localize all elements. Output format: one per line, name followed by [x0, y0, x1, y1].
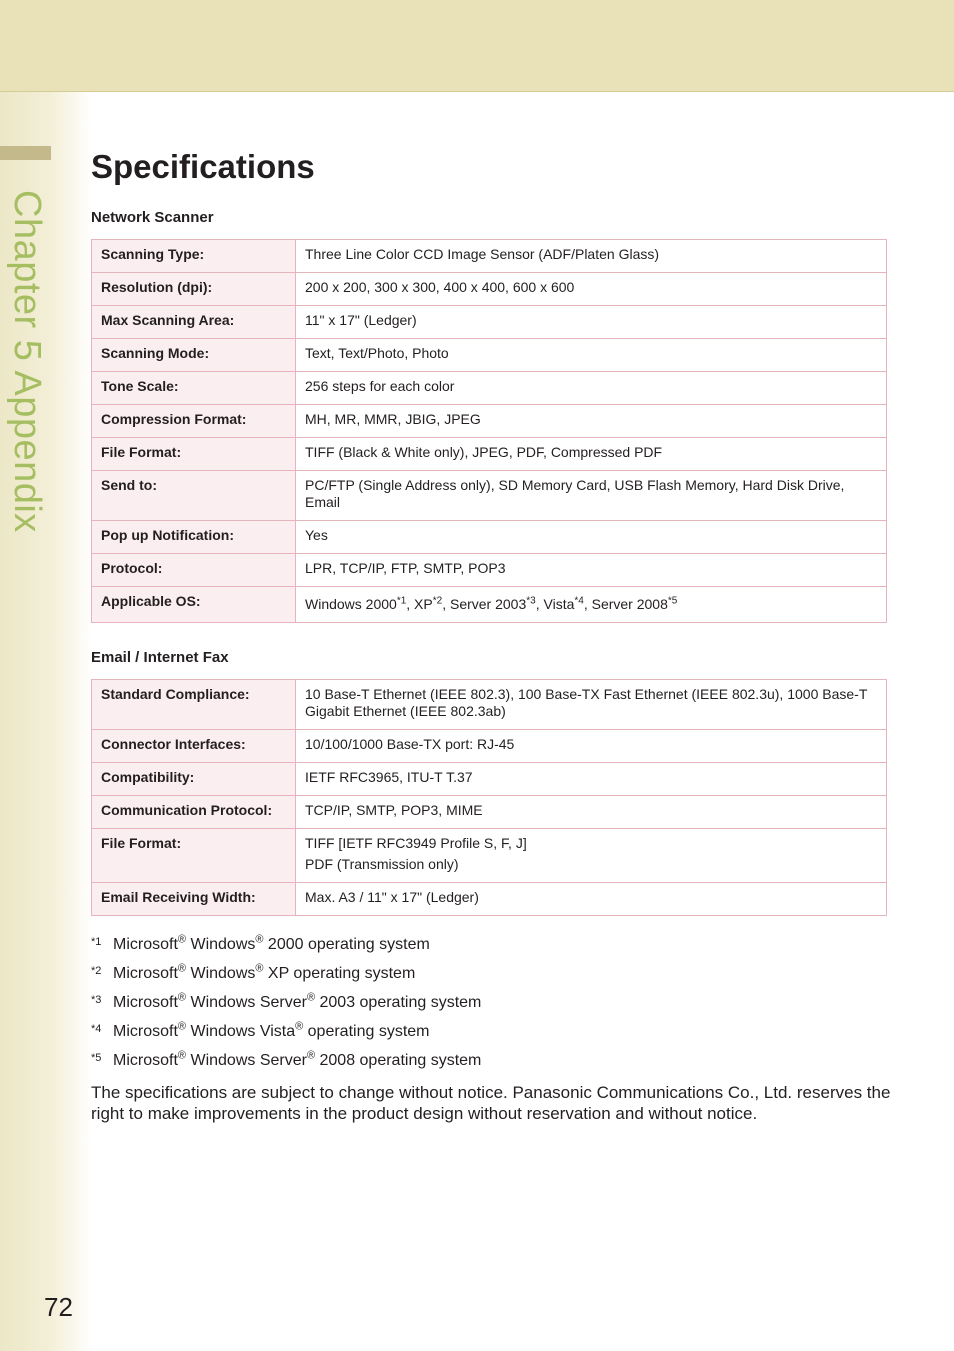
- spec-row: [92, 883, 887, 916]
- text-part: Windows Vista: [186, 1023, 296, 1040]
- superscript-mark: ®: [306, 991, 316, 1004]
- footnote-mark: *4: [91, 1023, 102, 1035]
- spec-label: Communication Protocol:: [92, 796, 296, 829]
- superscript-mark: *4: [574, 595, 584, 607]
- network-scanner-heading: Network Scanner: [91, 209, 214, 226]
- spec-value-line: TIFF [IETF RFC3949 Profile S, F, J]: [305, 835, 527, 851]
- footnote-text: [113, 964, 415, 984]
- spec-value-line: PDF (Transmission only): [305, 856, 459, 872]
- spec-label: File Format:: [92, 829, 296, 883]
- spec-label: Max Scanning Area:: [92, 306, 296, 339]
- spec-row: [92, 339, 887, 372]
- text-part: 2008 operating system: [315, 1052, 482, 1069]
- superscript-mark: *5: [667, 595, 678, 607]
- footnote-text: [113, 993, 481, 1013]
- text-part: Microsoft: [113, 1052, 178, 1069]
- footnote-text: [113, 935, 430, 955]
- spec-value-line: Max. A3 / 11" x 17" (Ledger): [305, 889, 479, 905]
- spec-row: [92, 796, 887, 829]
- spec-label: Resolution (dpi):: [92, 273, 296, 306]
- spec-value-line: IETF RFC3965, ITU-T T.37: [305, 769, 473, 785]
- spec-label: Pop up Notification:: [92, 521, 296, 554]
- chapter-label: Chapter 5 Appendix: [6, 190, 48, 533]
- text-part: 2003 operating system: [315, 994, 482, 1011]
- text-part: XP operating system: [263, 965, 416, 982]
- text-part: Windows 2000: [305, 596, 397, 612]
- spec-row: [92, 273, 887, 306]
- text-part: , Server 2003: [442, 596, 527, 612]
- footnote-text: [113, 1022, 429, 1042]
- spec-row: [92, 521, 887, 554]
- spec-label: Email Receiving Width:: [92, 883, 296, 916]
- spec-value: MH, MR, MMR, JBIG, JPEG: [296, 405, 887, 438]
- spec-value: 200 x 200, 300 x 300, 400 x 400, 600 x 600: [296, 273, 887, 306]
- spec-label: Scanning Type:: [92, 240, 296, 273]
- superscript-mark: *2: [432, 595, 443, 607]
- superscript-mark: *1: [396, 595, 407, 607]
- specifications-notice: The specifications are subject to change without notice. Panasonic Communications Co., Ltd. reserves the right to make improvements in the product design without reservation and without notice.: [91, 1083, 891, 1123]
- spec-value-line: TCP/IP, SMTP, POP3, MIME: [305, 802, 483, 818]
- spec-row: [92, 240, 887, 273]
- spec-label: Compatibility:: [92, 763, 296, 796]
- spec-value: Three Line Color CCD Image Sensor (ADF/Platen Glass): [296, 240, 887, 273]
- spec-label: Tone Scale:: [92, 372, 296, 405]
- footnote-mark: *1: [91, 936, 102, 948]
- page-title: Specifications: [91, 148, 315, 185]
- text-part: Microsoft: [113, 1023, 178, 1040]
- text-part: Windows: [186, 936, 256, 953]
- spec-value: Text, Text/Photo, Photo: [296, 339, 887, 372]
- spec-row: [92, 405, 887, 438]
- spec-label: Protocol:: [92, 554, 296, 587]
- superscript-mark: ®: [255, 933, 264, 946]
- email-fax-heading: Email / Internet Fax: [91, 649, 229, 666]
- spec-label: Applicable OS:: [92, 587, 296, 623]
- spec-row: [92, 438, 887, 471]
- spec-label: Send to:: [92, 471, 296, 521]
- superscript-mark: *3: [526, 595, 536, 607]
- spec-value: TIFF (Black & White only), JPEG, PDF, Compressed PDF: [296, 438, 887, 471]
- text-part: Windows Server: [186, 1052, 307, 1069]
- spec-value-applicable-os: [296, 587, 887, 623]
- spec-label: File Format:: [92, 438, 296, 471]
- spec-value-line: 10 Base-T Ethernet (IEEE 802.3), 100 Base-TX Fast Ethernet (IEEE 802.3u), 1000 Base-T Gigabit Ethernet (IEEE 802.3ab): [305, 686, 868, 719]
- network-scanner-table: [91, 239, 887, 623]
- spec-value: PC/FTP (Single Address only), SD Memory Card, USB Flash Memory, Hard Disk Drive, Email: [296, 471, 887, 521]
- text-part: 2000 operating system: [263, 936, 430, 953]
- spec-label: Compression Format:: [92, 405, 296, 438]
- superscript-mark: ®: [177, 1049, 187, 1062]
- spec-label: Scanning Mode:: [92, 339, 296, 372]
- spec-row: [92, 680, 887, 730]
- footnote-mark: *5: [91, 1052, 102, 1064]
- text-part: , Server 2008: [583, 596, 668, 612]
- spec-row: [92, 471, 887, 521]
- spec-label: Connector Interfaces:: [92, 730, 296, 763]
- spec-value: [296, 829, 887, 883]
- superscript-mark: ®: [177, 962, 187, 975]
- spec-row: [92, 554, 887, 587]
- superscript-mark: ®: [177, 1020, 187, 1033]
- spec-value: [296, 796, 887, 829]
- spec-value: LPR, TCP/IP, FTP, SMTP, POP3: [296, 554, 887, 587]
- spec-row: [92, 730, 887, 763]
- spec-value-line: 10/100/1000 Base-TX port: RJ-45: [305, 736, 515, 752]
- text-part: , Vista: [535, 596, 575, 612]
- spec-row: [92, 372, 887, 405]
- footnote-mark: *2: [91, 965, 102, 977]
- email-fax-table: [91, 679, 887, 916]
- superscript-mark: ®: [306, 1049, 316, 1062]
- spec-row: [92, 829, 887, 883]
- text-part: operating system: [303, 1023, 430, 1040]
- chapter-tab-marker: [0, 146, 51, 160]
- spec-value: [296, 883, 887, 916]
- text-part: Microsoft: [113, 965, 178, 982]
- text-part: Windows Server: [186, 994, 307, 1011]
- spec-label: Standard Compliance:: [92, 680, 296, 730]
- spec-value: 11" x 17" (Ledger): [296, 306, 887, 339]
- header-band: [0, 0, 954, 92]
- spec-value: [296, 680, 887, 730]
- superscript-mark: ®: [177, 933, 187, 946]
- spec-value: [296, 763, 887, 796]
- page-number: 72: [44, 1292, 73, 1322]
- footnote-mark: *3: [91, 994, 102, 1006]
- spec-row: [92, 587, 887, 623]
- spec-value: [296, 730, 887, 763]
- spec-value: Yes: [296, 521, 887, 554]
- spec-row: [92, 306, 887, 339]
- text-part: Windows: [186, 965, 256, 982]
- spec-row: [92, 763, 887, 796]
- text-part: Microsoft: [113, 994, 178, 1011]
- text-part: Microsoft: [113, 936, 178, 953]
- spec-value: 256 steps for each color: [296, 372, 887, 405]
- footnote-text: [113, 1051, 481, 1071]
- text-part: , XP: [406, 596, 433, 612]
- superscript-mark: ®: [177, 991, 187, 1004]
- superscript-mark: ®: [295, 1020, 304, 1033]
- superscript-mark: ®: [255, 962, 264, 975]
